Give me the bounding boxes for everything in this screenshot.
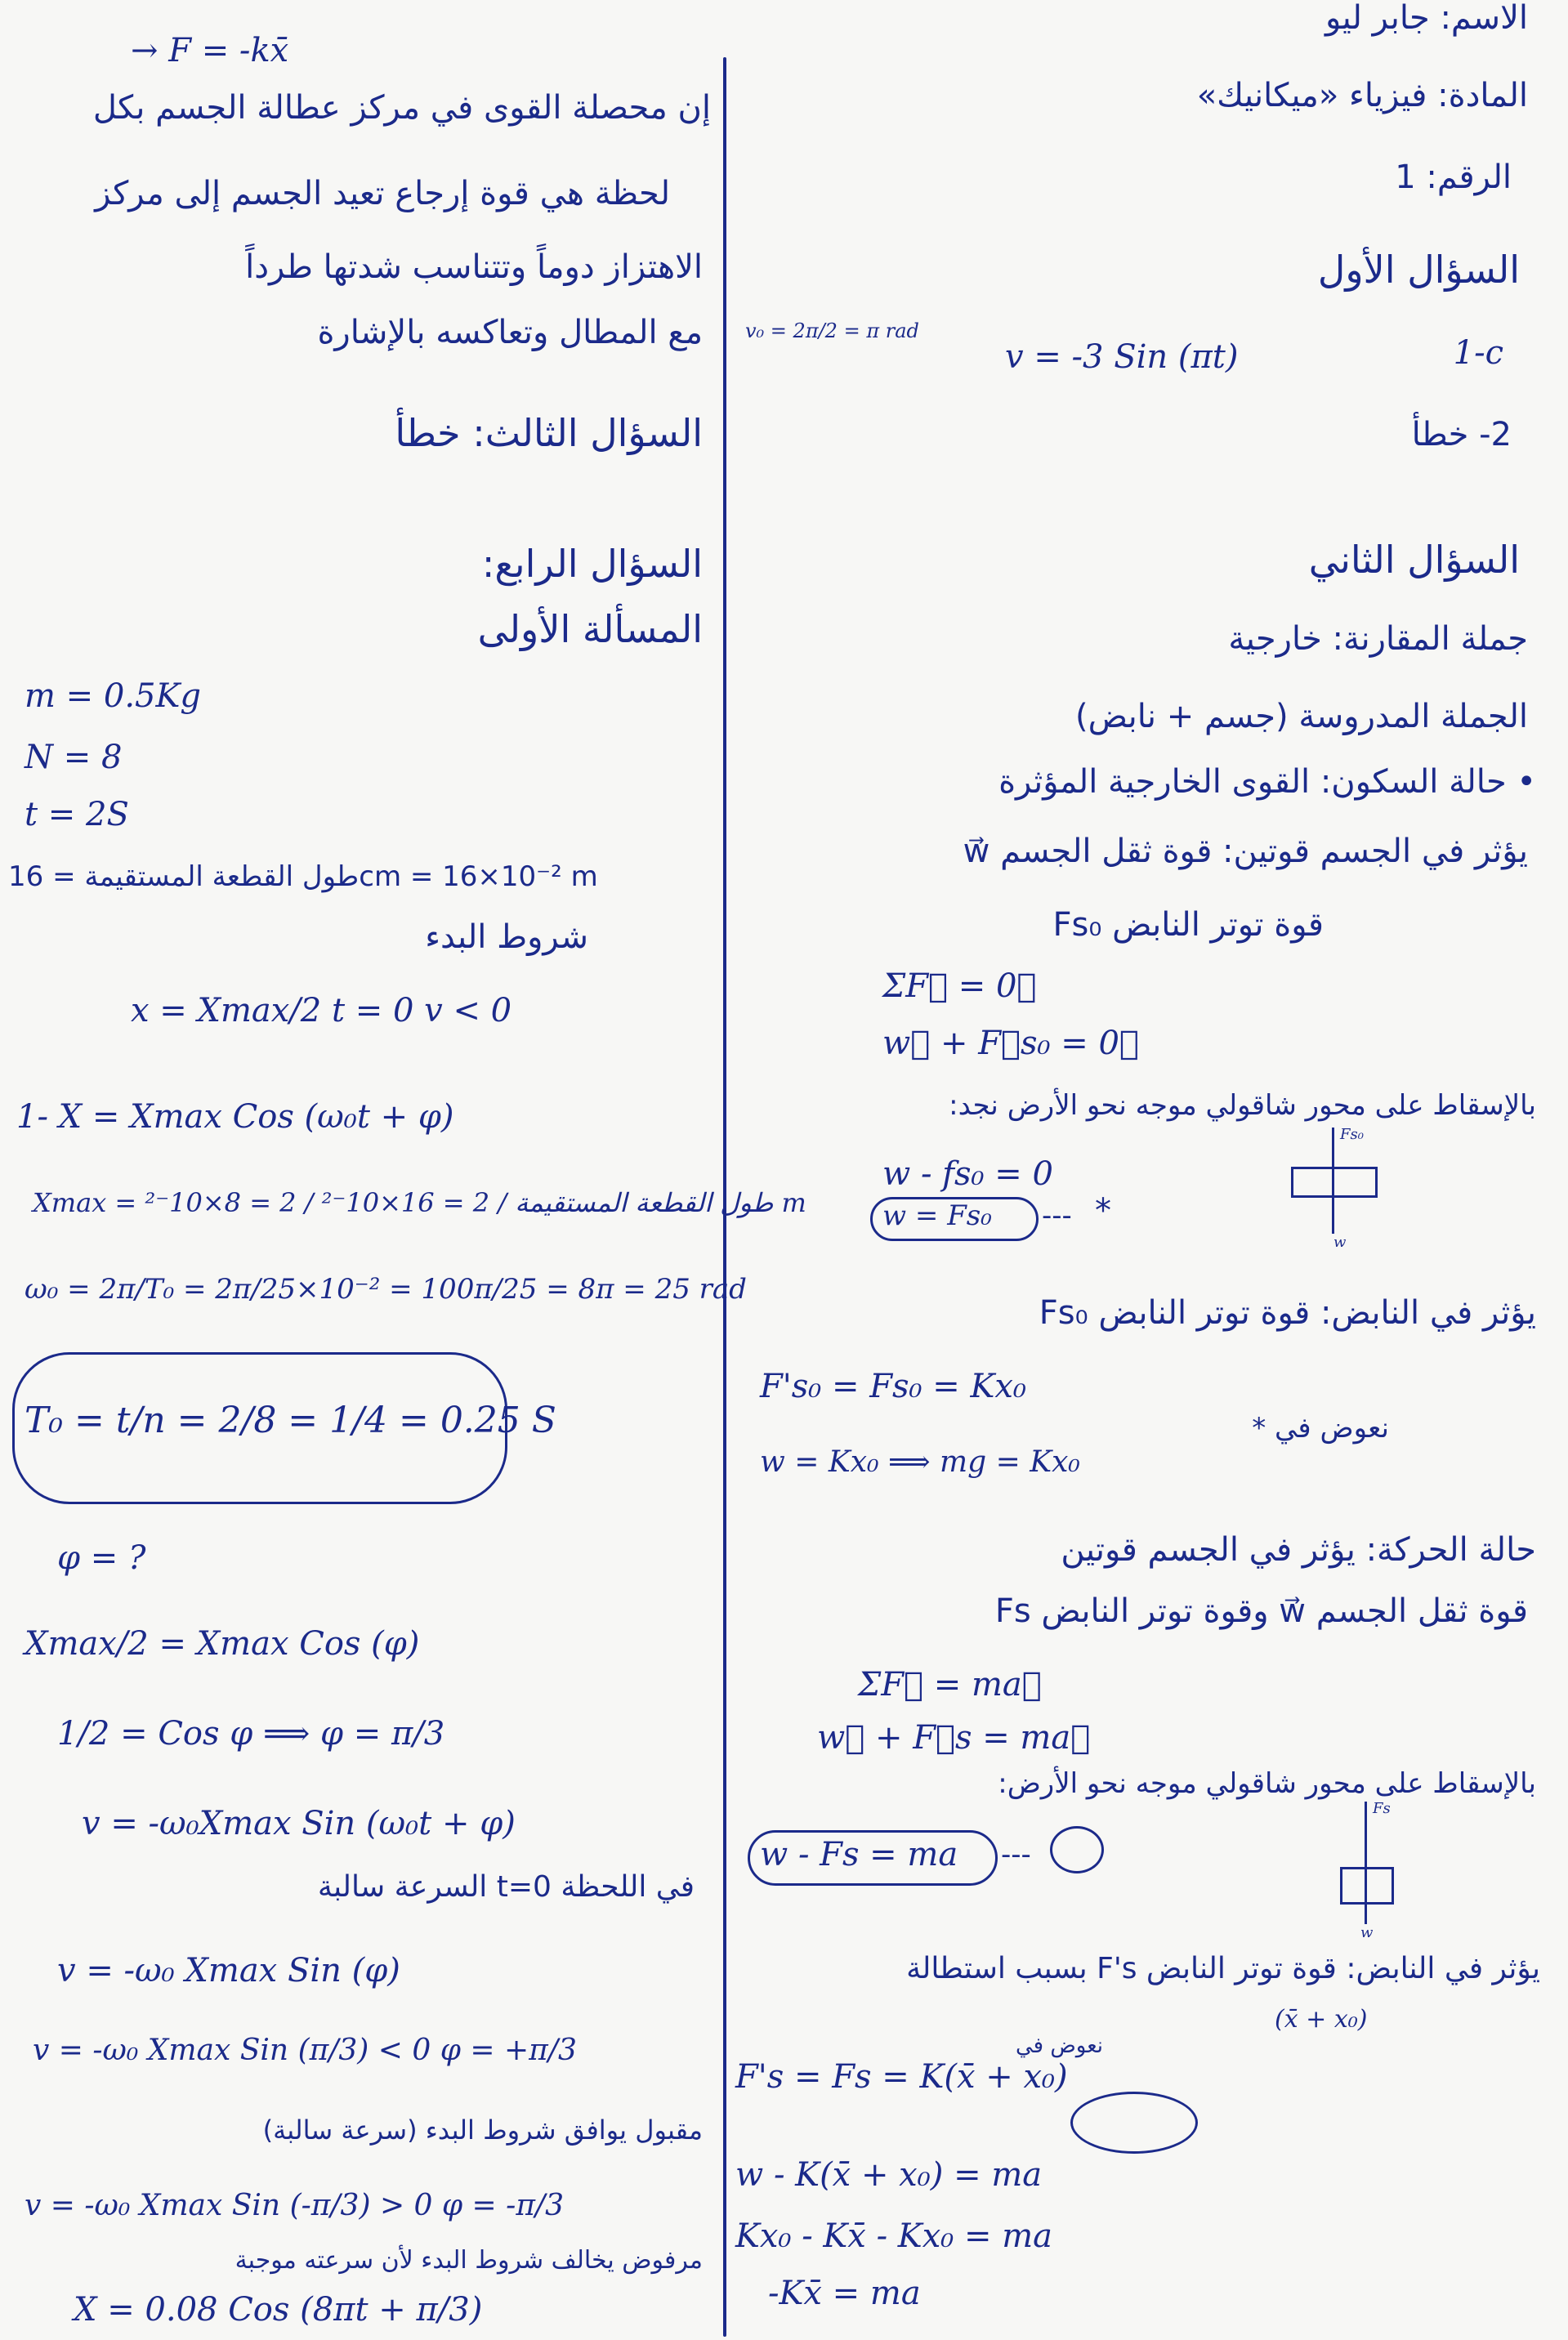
xmax-calc: Xmax = طول القطعة المستقيمة / 2 = 16×10⁻² / 2 = 8×10⁻² m <box>33 1187 806 1218</box>
dash-arrow: --- <box>1042 1199 1072 1232</box>
free-body-diagram-rest: Fs₀ w <box>1291 1128 1405 1258</box>
omega-calc: ω₀ = 2π/T₀ = 2π/25×10⁻² = 100π/25 = 8π = 25 rad <box>25 1273 747 1306</box>
q2-body-forces: يؤثر في الجسم قوتين: قوة ثقل الجسم w⃗ <box>963 833 1528 870</box>
restoring-text-1: إن محصلة القوى في مركز عطالة الجسم بكل <box>92 89 711 127</box>
star-mark-circled <box>1050 1826 1104 1873</box>
velocity-note: في اللحظة t=0 السرعة سالبة <box>317 1870 695 1904</box>
q2-w-minus-fs: w - Fs = ma <box>760 1836 958 1873</box>
q2-elongation: (x̄ + x₀) <box>1275 2005 1368 2034</box>
q2-substitute-2: نعوض في <box>1015 2034 1103 2058</box>
initial-conditions-title: شروط البدء <box>425 918 588 956</box>
q2-title: السؤال الثاني <box>1308 538 1520 582</box>
restoring-text-3: الاهتزاز دوماً وتتناسب شدتها طرداً <box>245 248 703 286</box>
student-name: الاسم: جابر ليو <box>1325 0 1528 37</box>
q1-equation: v = -3 Sin (πt) <box>1005 338 1239 376</box>
restoring-force-formula: → F = -kx̄ <box>131 32 289 69</box>
q2-vector-sum-ma: w⃗ + F⃗s = ma⃗ <box>817 1719 1091 1757</box>
given-n: N = 8 <box>25 739 123 776</box>
q2-sum-zero: ΣF⃗ = 0⃗ <box>882 967 1037 1005</box>
q1-b: 2- خطأ <box>1411 416 1512 453</box>
q2-fs0-equation: F's₀ = Fs₀ = Kx₀ <box>760 1368 1026 1405</box>
q4-title: السؤال الرابع: <box>481 542 703 586</box>
given-time: t = 2S <box>25 796 129 833</box>
period-calc: T₀ = t/n = 2/8 = 1/4 = 0.25 S <box>25 1400 556 1441</box>
subject: المادة: فيزياء «ميكانيك» <box>1196 77 1528 114</box>
q2-projection: بالإسقاط على محور شاقولي موجه نحو الأرض نجد: <box>949 1089 1536 1122</box>
cos-equation: 1/2 = Cos φ ⟹ φ = π/3 <box>57 1715 445 1753</box>
q2-rest-state: • حالة السكون: القوى الخارجية المؤثرة <box>998 763 1536 801</box>
q2-spring-effect-2: يؤثر في النابض: قوة توتر النابض F's بسبب استطالة <box>906 1952 1540 1985</box>
q2-spring-effect: يؤثر في النابض: قوة توتر النابض Fs₀ <box>1039 1294 1536 1332</box>
q2-frame: جملة المقارنة: خارجية <box>1228 620 1528 658</box>
problem-1-title: المسألة الأولى <box>477 607 703 651</box>
q2-projection-2: بالإسقاط على محور شاقولي موجه نحو الأرض: <box>998 1767 1536 1800</box>
substitution-mark <box>1070 2092 1198 2154</box>
rejected-note: مرفوض يخالف شروط البدء لأن سرعته موجبة <box>235 2246 703 2275</box>
q2-spring-force: قوة توتر النابض Fs₀ <box>1052 906 1324 944</box>
q2-sum-ma: ΣF⃗ = ma⃗ <box>858 1666 1042 1704</box>
q1-side-note: v₀ = 2π/2 = π rad <box>745 319 919 342</box>
restoring-text-2: لحظة هي قوة إرجاع تعيد الجسم إلى مركز <box>95 175 670 212</box>
star-mark-1: * <box>1095 1192 1111 1230</box>
velocity-at-zero: v = -ω₀ Xmax Sin (φ) <box>57 1952 400 1989</box>
q2-w-eq-fs0: w = Fs₀ <box>882 1199 992 1232</box>
student-number: الرقم: 1 <box>1395 159 1512 196</box>
q2-step-3: -Kx̄ = ma <box>768 2275 921 2312</box>
velocity-positive-phi: v = -ω₀ Xmax Sin (π/3) < 0 φ = +π/3 <box>33 2034 577 2067</box>
velocity-negative-phi: v = -ω₀ Xmax Sin (-π/3) > 0 φ = -π/3 <box>25 2189 565 2222</box>
initial-conditions: x = Xmax/2 t = 0 v < 0 <box>131 992 512 1029</box>
q1-a-label: 1-c <box>1453 334 1503 372</box>
equation-1: 1- X = Xmax Cos (ω₀t + φ) <box>16 1098 454 1136</box>
q2-w-minus-fs0: w - fs₀ = 0 <box>882 1155 1053 1193</box>
q2-step-1: w - K(x̄ + x₀) = ma <box>735 2156 1043 2194</box>
given-segment: طول القطعة المستقيمة = 16cm = 16×10⁻² m <box>8 860 598 893</box>
q2-motion-state: حالة الحركة: يؤثر في الجسم قوتين <box>1061 1531 1536 1569</box>
free-body-diagram-motion: Fs w <box>1324 1802 1438 1949</box>
q2-w-kx0: w = Kx₀ ⟹ mg = Kx₀ <box>760 1445 1080 1479</box>
velocity-equation: v = -ω₀Xmax Sin (ω₀t + φ) <box>82 1805 516 1842</box>
q2-substitute: نعوض في * <box>1252 1412 1389 1445</box>
accepted-note: مقبول يوافق شروط البدء (سرعة سالبة) <box>262 2114 703 2146</box>
q2-motion-forces: قوة ثقل الجسم w⃗ وقوة توتر النابض Fs <box>994 1592 1528 1630</box>
final-answer: X = 0.08 Cos (8πt + π/3) <box>74 2291 483 2329</box>
q2-step-2: Kx₀ - Kx̄ - Kx₀ = ma <box>735 2217 1053 2255</box>
phi-question: φ = ? <box>57 1539 146 1577</box>
q3: السؤال الثالث: خطأ <box>395 411 703 455</box>
phi-equation: Xmax/2 = Xmax Cos (φ) <box>25 1625 420 1663</box>
given-mass: m = 0.5Kg <box>25 677 201 715</box>
q2-fs-equation: F's = Fs = K(x̄ + x₀) <box>735 2058 1068 2096</box>
restoring-text-4: مع المطال وتعاكسه بالإشارة <box>317 314 703 351</box>
dash-arrow-2: --- <box>1001 1838 1031 1871</box>
q2-vector-sum-zero: w⃗ + F⃗s₀ = 0⃗ <box>882 1025 1139 1062</box>
q2-system: الجملة المدروسة (جسم + نابض) <box>1074 698 1528 735</box>
q1-title: السؤال الأول <box>1317 248 1520 292</box>
